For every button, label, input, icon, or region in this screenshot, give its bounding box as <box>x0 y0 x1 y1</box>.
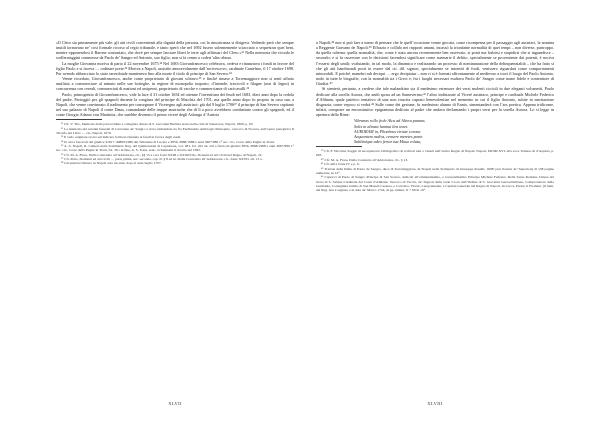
footnote: ³⁹ Cfr. F. Nicolini, Saggio di un repertorio bibliografico di scrittori nati o vissuti nell’antico Regno di Napoli, Napoli, MCMLXVI, alla voce Tomaso di d’Aquino, p. 693. <box>316 149 554 158</box>
verse-line: Sublimique adeo fertur tua Musa volatu, <box>354 138 422 144</box>
paragraph: Si stenterà, pertanto, a credere che tale malandrino sia il medesimo estensore dei versi molenti riccioli in due eleganti volumetti, Paolo dedicare alla sorella Aurora, che andò sposa ad un Sanseverino;⁴¹ l’altro indirizzate al Viceré austriaco, principe e cardinale Michele Federico d’Althann, quale patetico tentativo di una non riuscita cuprato benevolentiae nel memento in cui il figlio Antonio, subite in meritazione disgrazia, come vepoco si vedrà.⁴² Sulle come dei gesiune, fu medesimo alunno di Ennio, simentanderà con l’ars poetica. Appena tridicome, infatti, comporre un encomiastico epigramma dedicato al padre che andava declamando i propri versi per la sorella Aurora. Lo si legge in apertura della Rime: <box>316 86 554 118</box>
footnote: ³³ Il vedo originate sto ha sul indicare la libera rinunzia ai feudi in favore degli eredi. <box>61 135 182 140</box>
left-footnotes <box>56 122 294 165</box>
footnote: ³⁴ In atti a fascicoli del giudice 41817–49809/1986 del Tribunale di Lucera e 3856–3868/1988 e anni 3667/989 1° sec. civ., Corte della Puglie in Trani. <box>61 139 275 144</box>
footnote: ³⁸ Gli austriaci misero in Napoli solo un anno dopo il sette luglio 1707. <box>61 161 162 166</box>
footnote: ³¹ Cfr. V. Tito, Memorie della parrocchiale e collegiata chiesa di S. Giovanni Battista eretta nella città di Sansevere, Napoli, 1809, p. 63. <box>61 122 254 127</box>
footnote-divider <box>56 119 102 120</box>
page-number: XLVIII <box>427 401 443 406</box>
left-body-text <box>56 40 294 117</box>
right-footnotes <box>316 149 554 192</box>
footnote: ⁴⁰ Cfr. M. A. Fiore, Dalla Contastio all’Addolorata, cit., § 13. <box>321 157 408 162</box>
paragraph: a Napoli;³⁸ non si può fare a meno di pensare che le quell’occasione venne giocata, come ricompensa per il passaggio agli austriaci, la nomina a Reggente Gravano de Napoli.³⁹ Effrazio e collido nei rapporti umani, incassò la trionfante normalità di quei tempi – non diverse, purtroppo, da quella odierna: quella normalità, che, come è stato ancora recentemente ben osservato, si potrà ma forbirsi e stupidirsi che si ingrandisce – secondo; e si fa osservare con le decisioni facendosi significare come suemarie il delitto, specialmente se proveniente dai potenti, è nociva l’essersi degli umili; svalutando, in tal modo, la dinamica e realizzando un processo di nominanazione della delinquenzialità – che ha fatto sì che gli atti handinondì posti in essere dal cit. dil. signori, specialmente se intorniti di frodi, venissero riguardati come comportamenti minorabili. E poiché, manebri rah deciqui … ergo decipiatur – non ci si è formati affrontamente al medievuo a trovi il luogo del Paolo Antonio, nodo in tutte le biografie, con la normalità tra i Greci e, fra i luoghi necessari esaltava Paolo de’ Sangro come nome fidele e contenitore di Giudizi.⁴⁰ <box>316 40 554 87</box>
page-number: XLVII <box>168 401 182 406</box>
paragraph: Paolo, primogenito di Giovanfrancesco, vide la luce il 31 ottobre 1654 ed ottenne l’investitura dei feudi nel 1683, dieci anni dopo la cedola del padre. Partoggiò per gli spagnoli durante la congiura del principe di Macchia del 1701, ma quello anno dopo fu proprio in casa sua, a Napoli, che venne convinnato il tradimento per consegnare il Viceregno agli austriaci: già dal 9 luglio 1706³⁷ il principe di San Severo capitanò nel suo palazzo di Napoli il conte Daun, comandante delle truppe austriache che di lì a poco avrebbero combattuto contro gli spagnoli, ed il conte Giorgio Adamo von Martinitz, che sarebbe divenuto il primo viceré degli Asburgo d’Austria <box>56 91 294 118</box>
footnote: ³⁵ A. S. Napoli, R. Camera della Sommaria: Reg. dei Quinternioni di Capitanata, vol. 281, fol. 261 sh. atti a fascicoli giudici 3856–3868/1988 e anni 3667/989 1° sec. civ., Corte della Puglie in Trani, fol. 39 r in fine, A. S. Trani, sent., richiamanti il ritratto del 1692. <box>56 144 294 153</box>
footnote: ³⁶ Cfr. M. A. Fiore, Dalla Contrastio all’Addolorata, cit., §§ 15 e 14 e fonti XXIII e XXXIII bis. Doleeni ed atti civili nel Regno di Napoli, cit. <box>61 152 263 157</box>
footnote: ⁴³ Capricci di Paolo di Sangro Principe di San Severo, dedicati all’eminentissimo, e reverendissimo Principe Michele Federico Della Santa Romana Chiesa del titolo di S. Sabina Cardinale dei Conti d’Althann, Vescovo di Vaccia, de’ Signori della Gran Croce dell’Ordine di S. Giovanni Gerosolimitano, Comprotettore della Germania, Consigliere intimo di Sua Maestà Cesarea, e Cattolica, Viceré, Luogotenente, e Capitan Generale nel Regno di Napoli, In Lucca, Presso il Frediani. (il num. del Reg. non è segnato e in data de’ Marco 1724, di pp. numer. X + 66 in 16°. <box>316 175 554 193</box>
paragraph: La moglie Giovanna moriva di parto il 22 novembre 1675.³² Nel 1683 Giovanfrancesco celebrava, cedeva e rinunziava i fondi in favore del figlio Paolo e si faceva … ordinare prete.³³ Moriva a Napoli, assistito amorevolmente dall’arcivescovo, cardinale Cantelmo, il 17 ottobre 1698. Pur avendo abbracciato lo stato sacerdotale manteneva fino alla morte il titolo di principe di San Severo.³⁴ <box>56 60 294 76</box>
footnote: ⁴¹ Cfr. infra fonte IV e p. 6. <box>321 162 360 167</box>
verse-line: Vibranas rollo frole Alca ad Altora paanas <box>354 118 425 124</box>
verse-line: Solis in altrata lumina lira tenet. <box>354 123 409 129</box>
right-page <box>316 40 554 412</box>
paragraph: «Il Clero sia primamente più vale: gli atti civili convenienti alla dignità della persona, cui la rimostranza si dirigeva. Vedendo però che sempre inutili tornavano ne’ così formale ricorso al regio tribunale, e tanto sperò che nel 1692 fusero solennemente sciacciato o sequestrar quei beni, mentre opponendosi il Barone contrariato, che dovè per sempre lasciare liberi le terre agli affittuari del Clero.»³¹ Nella memoria che ricorda le scellerataggini commesse da Paolo de’ Sangro ed Antonio, suo figlio, non si fa cenno a codest’altro abuso. <box>56 40 294 61</box>
right-body-text <box>316 40 554 117</box>
paragraph: Venne ricordato, Giovanfrancesco, anche come proprietario di giovani schiavo.³⁵ e finché rimase a Torremaggiore non si sentì affatto umiliato a commerciare al minuto nelle sue botteghe, in regime di monopolio imposto, d’intende, traviccili e filagne (assi di legno) in concorrenza con cereali, commerciati di mattoni ed assiperni, proprietario di vacche e commerciante di cacicavalli.³⁶ <box>56 76 294 92</box>
footnote: ³² La memoria del solenni funerali di Giovanna de’ Sangro è stata tramandata da fra Ferdinando Ambrogio Manopulo, vescovo di Nocera, nell’opera panegirica Il Trionfo del Libro … cit., Napoli, 1676. <box>56 126 294 136</box>
footnote-divider <box>316 146 362 147</box>
verse-line: Aequantem radios, censere meretes parte. <box>354 133 424 139</box>
footnote: ⁴² Trattasi della Rime di Paolo de Sangro, duca di Torremaggiore, In Napoli nella Stamperia di Giuseppe Roselli, 1698 (con licenza de’ Superiori) di 158 pagine numerate, in 12°. <box>316 166 554 175</box>
footnote: ³⁷ Cfr. Petto, Domanti ed atti civili … parte prima, sez. seconda, cap. II, § 8 ed in, Dalla Contrastio all’Addolorata, cit., fonte XXVII, all. 13 a. <box>61 157 263 162</box>
verse-line: AURORAM in, Phoebeus virtute corona <box>354 128 421 134</box>
latin-verse <box>316 118 554 144</box>
left-page <box>56 40 294 412</box>
